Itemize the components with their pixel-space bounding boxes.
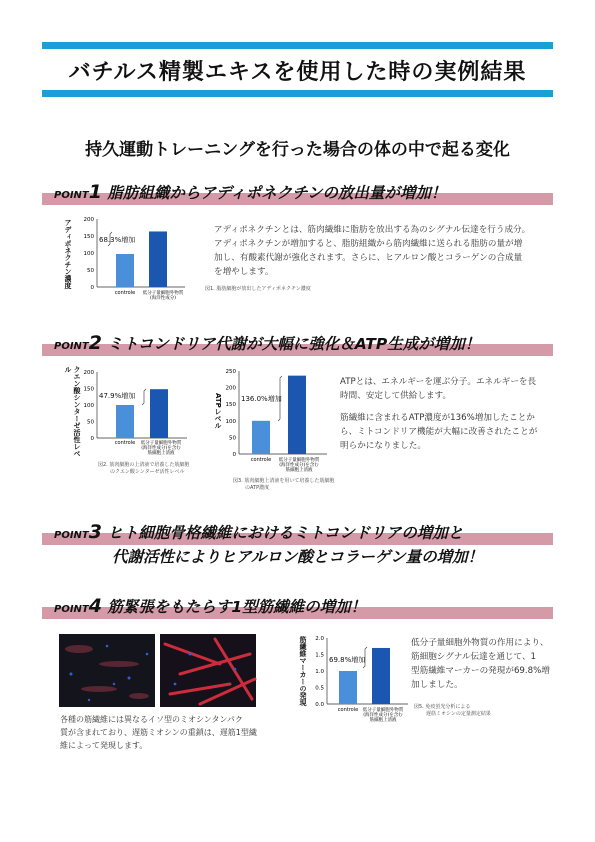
point4-tick: 0.5 [315,685,324,692]
point2a-ticks [84,370,95,442]
point4-tick: 2.0 [315,636,324,642]
point2-title: ミトコンドリア代謝が大幅に強化＆ATP生成が増加！ [107,335,481,353]
point2b-tick: 150 [225,402,236,409]
text-line: ら、ミトコンドリア機能が大幅に改善されたことが [340,427,538,437]
point2b-xcat2-l3: 筋細胞上清液 [285,468,313,473]
text-line: 加し、有酸素代謝が強化されます。さらに、ヒアルロン酸とコラーゲンの合成量 [214,253,523,263]
point1-chart [75,213,205,301]
point2a-bar-control [116,405,134,438]
point1-bar-control [116,254,134,287]
point1-xcat2-l1: 低分子量細胞外物質 [142,291,184,296]
text-line: 筋細胞シグナル伝達を通じて、1 [411,652,537,662]
point4-word: POINT [54,604,89,615]
text-line: 各種の筋繊維には異なるイソ型のミオシンタンパク [60,715,243,724]
point2b-annotation: 136.0%増加 [241,395,282,403]
point1-ticks [84,217,95,291]
caption-line: 遅筋ミオシンの定量測定結果 [426,711,491,717]
point2a-xcat2-l2: (海洋性成分)を含む [141,446,181,451]
point2-number: 2 [88,332,102,354]
caption-line: 図2. 筋肉細胞の上清液で培養した筋細胞 [98,462,190,468]
point2a-tick: 200 [83,370,94,376]
text-line: 型筋繊維マーカーの発現が69.8%増 [411,666,550,676]
point1-tick: 0 [90,285,94,291]
point2-word: POINT [54,341,89,352]
text-line: 明らかになりました。 [340,441,426,451]
caption-line: のクエン酸シンターゼ活性レベル [110,469,185,475]
point4-tick: 1.5 [315,652,324,659]
point4-chart [308,632,418,732]
page-subtitle: 持久運動トレーニングを行った場合の体の中で起る変化 [85,140,510,160]
point2b-ylabel: ATPレベル [214,393,222,429]
point2b-chart [222,366,342,486]
text-line: 低分子量細胞外物質の作用により、 [411,638,549,648]
micrograph-control-image [59,634,155,707]
text-line: 加しました。 [411,680,463,690]
point2b-tick: 250 [225,369,236,375]
point2b-bar-control [252,421,270,454]
point4-bar-control [339,671,357,704]
point2a-tick: 50 [87,419,94,426]
point2b-tick: 100 [225,418,236,425]
point4-xcat2-l2: (海洋性成分)を含む [363,713,403,718]
point1-text [214,223,549,279]
point4-caption [414,704,491,718]
point3-title-l1: ヒト細胞骨格繊維におけるミトコンドリアの増加と [107,524,464,542]
point4-annotation: 69.8%増加 [329,656,366,664]
point2a-xcat2-l1: 低分子量細胞外物質 [140,441,182,446]
point2-text1 [340,375,555,403]
point4-image-text [60,713,270,752]
point4-tick: 0.0 [315,702,324,708]
point1-heading [54,181,446,203]
point1-tick: 150 [83,234,94,240]
point3-number: 3 [88,521,102,543]
text-line: 時間、安定して供給します。 [340,391,452,401]
point4-ticks [315,636,324,708]
point2a-tick: 0 [90,436,94,442]
point3-word: POINT [54,530,89,541]
point3-heading [54,521,463,543]
text-line: 維によって発現します。 [60,741,148,750]
point1-bar-treated [149,231,167,287]
point2a-annotation: 47.9%増加 [99,392,136,400]
point2a-caption [98,462,189,476]
point4-title: 筋緊張をもたらす1型筋繊維の増加！ [107,598,367,616]
top-rule [42,42,553,49]
point1-title: 脂肪組織からアディポネクチンの放出量が増加！ [107,184,447,202]
micrograph-treated-image [160,634,256,707]
text-line: 筋繊維に含まれるATP濃度が136%増加したことか [340,413,535,423]
point2a-chart [75,366,210,461]
point1-number: 1 [88,181,102,203]
text-line: を増やします。 [214,267,274,277]
text-line: アディポネクチンが増加すると、脂肪組織から筋肉繊維に送られる脂肪の量が増 [214,239,523,249]
point2b-xcat2-l1: 低分子量細胞外物質 [278,458,320,463]
point2b-tick: 50 [229,435,236,442]
point4-xcat1: controle [337,707,359,713]
point3-title-l2: 代謝活性によりヒアルロン酸とコラーゲン量の増加！ [112,548,484,566]
point1-ylabel: アディポネクチン濃度 [64,219,72,289]
text-line: アディポネクチンとは、筋肉繊維に脂肪を放出する為のシグナル伝達を行う成分。 [214,225,531,235]
point1-xcat1: controle [114,290,136,296]
point2b-xcat2-l2: (海洋性成分)を含む [279,463,319,468]
point2b-bar-treated [288,376,306,454]
point4-ylabel: 筋繊維マーカーの発現 [299,636,307,706]
point1-xcat2-l2: (海洋性成分) [149,296,177,301]
point2b-ticks [226,369,237,458]
point1-tick: 200 [83,217,94,223]
point2b-caption [233,478,334,492]
caption-line: 図5. 免疫蛍光分析による [414,704,471,710]
point1-tick: 100 [83,251,94,257]
point1-tick: 50 [87,268,94,274]
point2a-tick: 150 [83,386,94,393]
point1-caption: 図1. 脂肪細胞が放出したアディポネクチン濃度 [205,286,311,292]
caption-line: のATP濃度 [245,485,270,491]
title-rule [42,90,553,97]
point2a-ylabel: クエン酸シンターゼ活性レベル [64,366,81,457]
point2a-bar-treated [150,389,168,438]
point2-heading [54,332,480,354]
point1-annotation: 68.3%増加 [99,236,136,244]
page-title: バチルス精製エキスを使用した時の実例結果 [68,60,527,85]
point2-text2 [340,411,555,453]
text-line: ATPとは、エネルギーを運ぶ分子。エネルギーを長 [340,377,537,387]
point4-tick: 1.0 [315,669,324,675]
text-line: 質が含まれており、遅筋ミオシンの重鎖は、遅筋1型繊 [60,728,257,737]
point4-heading [54,595,366,617]
point2b-tick: 0 [232,452,236,458]
point2b-tick: 200 [225,385,236,392]
caption-line: 図3. 筋肉細胞上清液を用いて培養した筋細胞 [233,478,335,484]
point4-bar-treated [372,648,390,704]
point4-xcat2-l3: 筋細胞上清液 [369,718,397,723]
point4-number: 4 [88,595,102,617]
point4-text [411,636,556,692]
point2a-tick: 100 [83,403,94,409]
point1-word: POINT [54,190,89,201]
point2b-xcat1: controle [250,457,272,463]
point2a-xcat2-l3: 筋細胞上清液 [147,451,175,456]
point2a-xcat1: controle [114,440,136,446]
point4-xcat2-l1: 低分子量細胞外物質 [362,708,404,713]
